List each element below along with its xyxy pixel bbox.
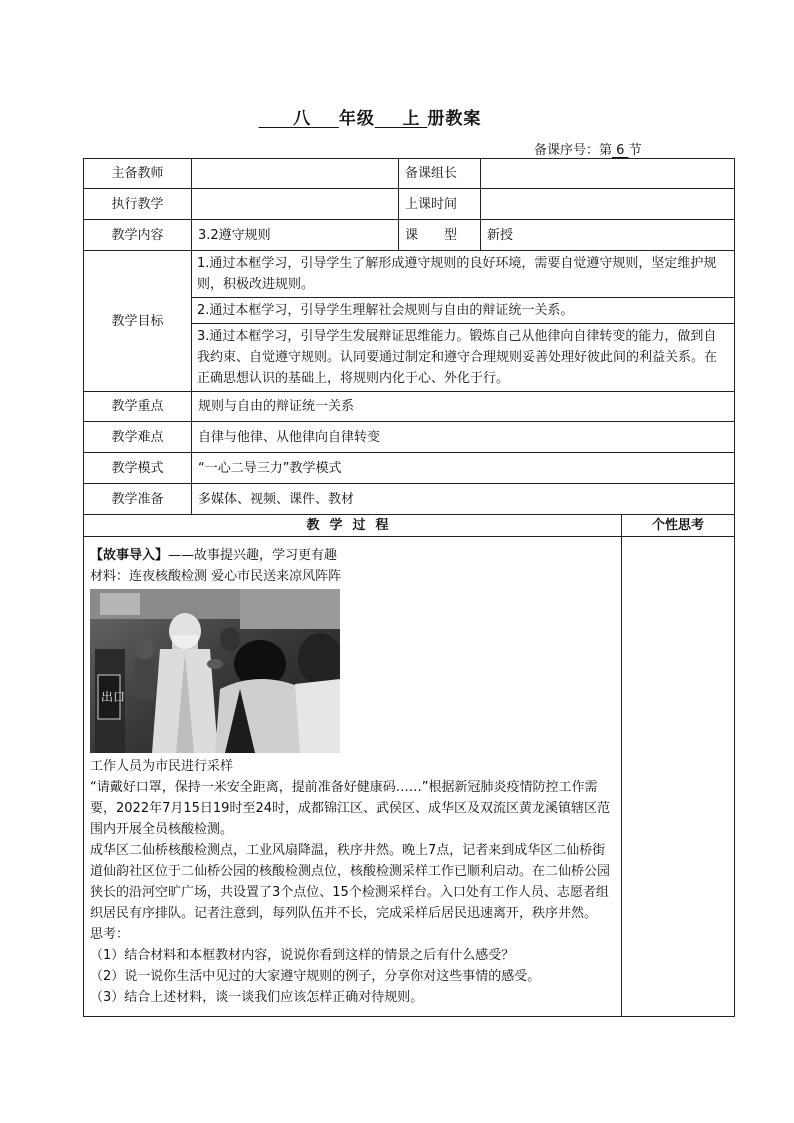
- story-paragraph-2: 成华区二仙桥核酸检测点，工业风扇降温，秩序井然。晚上7点，记者来到成华区二仙桥街道仙韵社区位于二仙桥公园的核酸检测点位，核酸检测采样工作已顺利启动。在二仙桥公园狭长的沿河空旷广场，共设置了3个点位、15个检测采样台。入口处有工作人员、志愿者组织居民有序排队。记者注意到，每列队伍并不长，完成采样后居民迅速离开，秩序井然。: [90, 843, 611, 921]
- executor-value[interactable]: [192, 189, 399, 220]
- sampling-photo: [90, 589, 340, 753]
- intro-line: 【故事导入】——故事提兴趣，学习更有趣: [90, 548, 338, 563]
- page-title: [0, 104, 740, 129]
- question-3: （3）结合上述材料，谈一谈我们应该怎样正确对待规则。: [90, 990, 424, 1005]
- goal-item-3: 3.通过本框学习，引导学生发展辩证思维能力。锻炼自己从他律向自律转变的能力，做到自我约束、自觉遵守规则。认同要通过制定和遵守合理规则妥善处理好彼此间的利益关系。在正确思想认识的基础上，将规则内化于心、外化于行。: [192, 324, 735, 392]
- class-time-label: 上课时间: [399, 189, 481, 220]
- question-2: （2）说一说你生活中见过的大家遵守规则的例子，分享你对这些事情的感受。: [90, 969, 541, 984]
- class-time-value[interactable]: [481, 189, 735, 220]
- group-leader-label: 备课组长: [399, 159, 481, 189]
- key-point-label: 教学重点: [84, 392, 192, 422]
- photo-caption: 工作人员为市民进行采样: [90, 759, 234, 774]
- lead-teacher-value[interactable]: [192, 159, 399, 189]
- reflection-header: 个性思考: [622, 515, 735, 537]
- lesson-plan-table: [83, 158, 735, 1017]
- material-title: 材料：连夜核酸检测 爱心市民送来凉风阵阵: [90, 569, 342, 584]
- lead-teacher-label: 主备教师: [84, 159, 192, 189]
- prep-value: 多媒体、视频、课件、教材: [192, 484, 735, 515]
- goal-item-1: 1.通过本框学习，引导学生了解形成遵守规则的良好环境，需要自觉遵守规则，坚定维护规则，积极改进规则。: [192, 251, 735, 298]
- reflection-column[interactable]: [622, 537, 735, 1017]
- prep-label: 教学准备: [84, 484, 192, 515]
- content-label: 教学内容: [84, 220, 192, 251]
- group-leader-value[interactable]: [481, 159, 735, 189]
- sequence-number-line: 备课序号：第 6 节: [534, 143, 642, 158]
- executor-label: 执行教学: [84, 189, 192, 220]
- think-label: 思考：: [90, 927, 130, 942]
- process-header: 教学过程: [84, 515, 622, 537]
- question-1: （1）结合材料和本框教材内容，说说你看到这样的情景之后有什么感受？: [90, 948, 515, 963]
- difficulty-label: 教学难点: [84, 422, 192, 453]
- goals-label: 教学目标: [84, 251, 192, 392]
- process-content: [84, 537, 622, 1017]
- photo-exit-sign: 出口: [101, 690, 126, 704]
- key-point-value: 规则与自由的辩证统一关系: [192, 392, 735, 422]
- lesson-type-value[interactable]: 新授: [481, 220, 735, 251]
- difficulty-value: 自律与他律、从他律向自律转变: [192, 422, 735, 453]
- grade-suffix: 年级: [338, 109, 375, 129]
- story-paragraph-1: “请戴好口罩，保持一米安全距离，提前准备好健康码……”根据新冠肺炎疫情防控工作需要，2022年7月15日19时至24时，成都锦江区、武侯区、成华区及双流区黄龙溪镇辖区范围内开展全员核酸检测。: [90, 780, 610, 837]
- title-suffix: 册教案: [427, 109, 482, 129]
- goal-item-2: 2.通过本框学习，引导学生理解社会规则与自由的辩证统一关系。: [192, 298, 735, 324]
- mode-value: “一心二导三力”教学模式: [192, 453, 735, 484]
- grade-field: 八: [293, 109, 312, 129]
- term-field: 上: [402, 109, 421, 129]
- content-value[interactable]: 3.2遵守规则: [192, 220, 399, 251]
- mode-label: 教学模式: [84, 453, 192, 484]
- lesson-type-label: 课 型: [399, 220, 481, 251]
